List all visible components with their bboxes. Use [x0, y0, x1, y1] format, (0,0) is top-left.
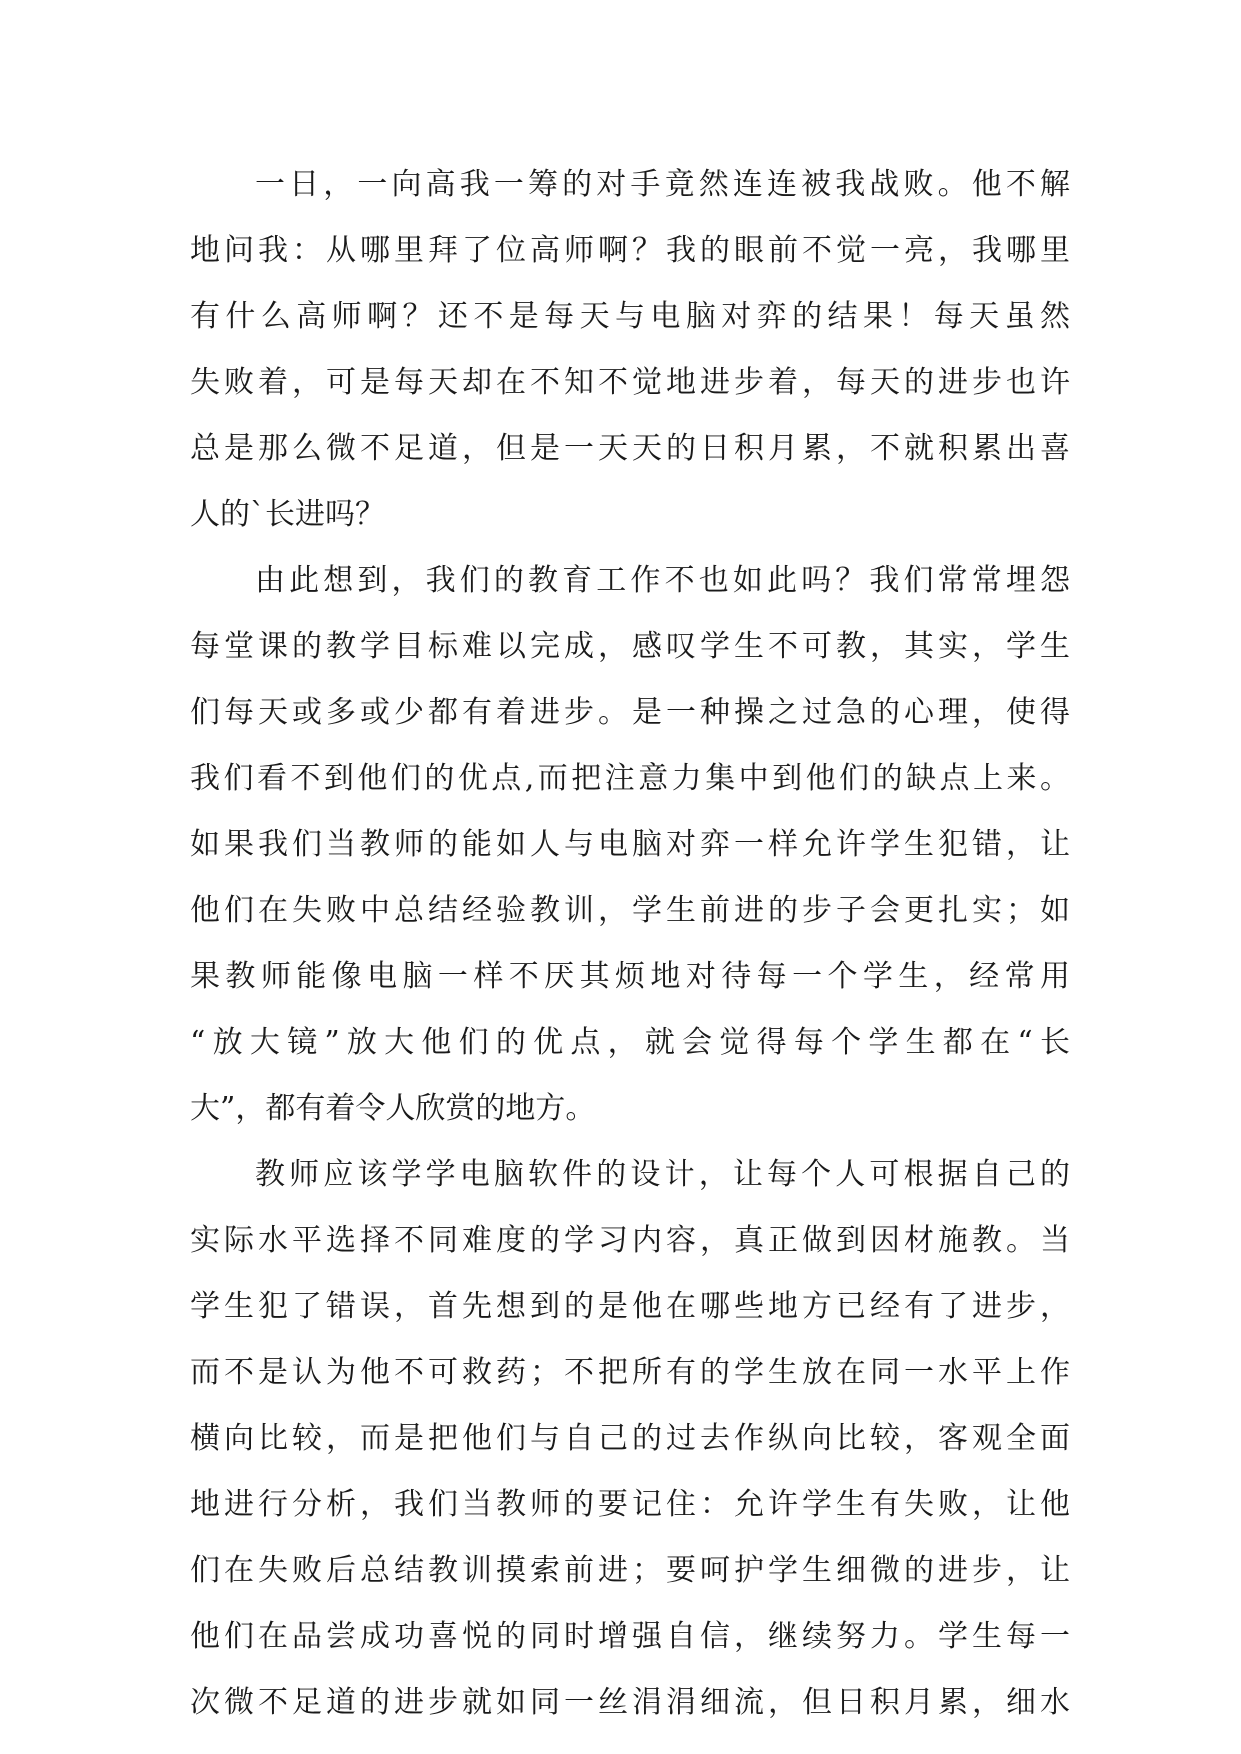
text-line: 次微不足道的进步就如同一丝涓涓细流，但日积月累，细水	[190, 1685, 1070, 1720]
paragraph-2	[190, 548, 1070, 1142]
text-line: 他们在品尝成功喜悦的同时增强自信，继续努力。学生每一	[190, 1619, 1070, 1654]
text-line: 大”，都有着令人欣赏的地方。	[190, 1091, 596, 1126]
text-line: 教师应该学学电脑软件的设计，让每个人可根据自己的	[255, 1157, 1070, 1192]
text-line: 们每天或多或少都有着进步。是一种操之过急的心理，使得	[190, 695, 1070, 730]
text-line: 人的`长进吗？	[190, 497, 385, 532]
text-line: 而不是认为他不可救药；不把所有的学生放在同一水平上作	[190, 1355, 1070, 1390]
text-line: 地问我：从哪里拜了位高师啊？我的眼前不觉一亮，我哪里	[190, 233, 1070, 268]
text-line: 果教师能像电脑一样不厌其烦地对待每一个学生，经常用	[190, 959, 1070, 994]
text-line: 学生犯了错误，首先想到的是他在哪些地方已经有了进步，	[190, 1289, 1070, 1324]
text-line: 地进行分析，我们当教师的要记住：允许学生有失败，让他	[190, 1487, 1070, 1522]
text-line: 我们看不到他们的优点,而把注意力集中到他们的缺点上来。	[190, 761, 1070, 796]
paragraph-1	[190, 152, 1070, 548]
text-line: 如果我们当教师的能如人与电脑对弈一样允许学生犯错，让	[190, 827, 1070, 862]
document-body	[190, 152, 1070, 1736]
text-line: 有什么高师啊？还不是每天与电脑对弈的结果！每天虽然	[190, 299, 1070, 334]
text-line: 实际水平选择不同难度的学习内容，真正做到因材施教。当	[190, 1223, 1070, 1258]
text-line: 一日，一向高我一筹的对手竟然连连被我战败。他不解	[255, 167, 1070, 202]
text-line: 们在失败后总结教训摸索前进；要呵护学生细微的进步，让	[190, 1553, 1070, 1588]
text-line: 失败着，可是每天却在不知不觉地进步着，每天的进步也许	[190, 365, 1070, 400]
text-line: 他们在失败中总结经验教训，学生前进的步子会更扎实；如	[190, 893, 1070, 928]
text-line: “放大镜”放大他们的优点，就会觉得每个学生都在“长	[190, 1025, 1070, 1060]
text-line: 总是那么微不足道，但是一天天的日积月累，不就积累出喜	[190, 431, 1070, 466]
text-line: 由此想到，我们的教育工作不也如此吗？我们常常埋怨	[255, 563, 1070, 598]
text-line: 横向比较，而是把他们与自己的过去作纵向比较，客观全面	[190, 1421, 1070, 1456]
text-line: 每堂课的教学目标难以完成，感叹学生不可教，其实，学生	[190, 629, 1070, 664]
paragraph-3	[190, 1142, 1070, 1736]
